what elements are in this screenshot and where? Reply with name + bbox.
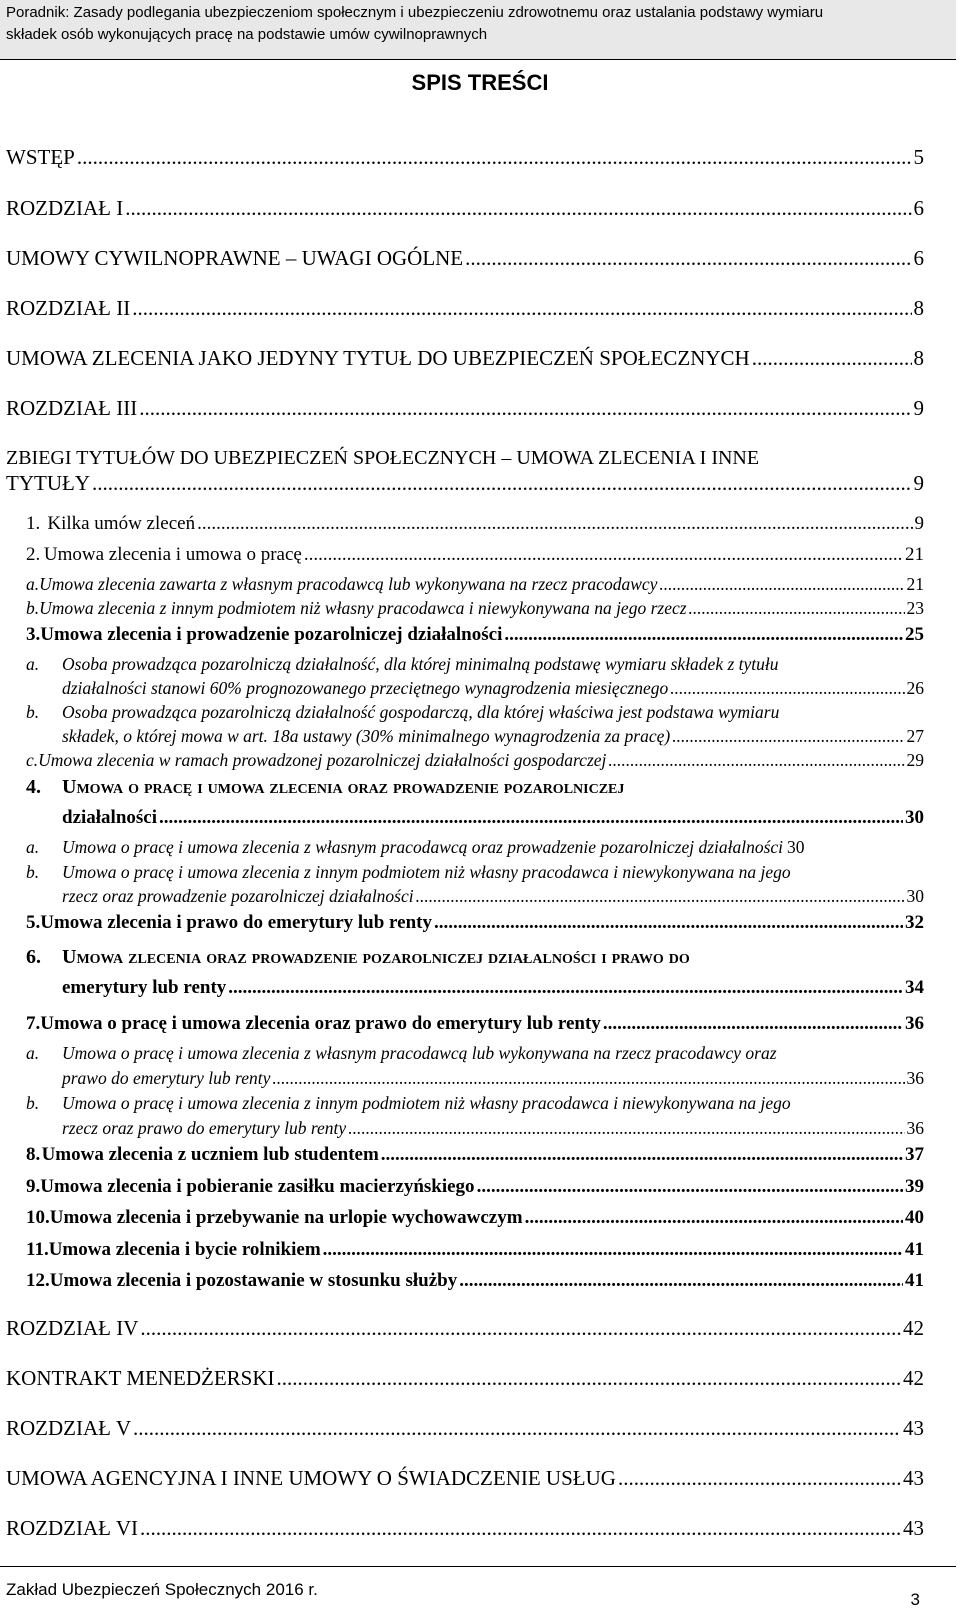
toc-entry-4a[interactable]: a. Umowa o pracę i umowa zlecenia z własnym pracodawcą oraz prowadzenie pozarolniczej działalności 30 [26,837,805,857]
toc-page: 42 [903,1366,924,1390]
toc-entry-3[interactable]: 3. Umowa zlecenia i prowadzenie pozarolniczej działalności ..... 25 [26,623,924,647]
toc-entry-3b[interactable]: składek, o której mowa w art. 18a ustawy (30% minimalnego wynagrodzenia za pracę) ..... 27 [62,724,924,748]
toc-page: 6 [913,246,924,270]
toc-page: 9 [914,513,924,534]
toc-entry-3a[interactable]: działalności stanowi 60% prognozowanego przeciętnego wynagrodzenia miesięcznego ..... 26 [62,676,924,700]
toc-entry-9[interactable]: 9. Umowa zlecenia i pobieranie zasiłku macierzyńskiego ..... 39 [26,1175,924,1199]
toc-entry-2a[interactable]: a. Umowa zlecenia zawarta z własnym pracodawcą lub wykonywana na rzecz pracodawcy ..... 21 [26,572,924,596]
toc-entry-umowa-agencyjna[interactable]: UMOWA AGENCYJNA I INNE UMOWY O ŚWIADCZENIE USŁUG ..... 43 [6,1466,924,1490]
toc-page: 43 [903,1466,924,1490]
toc-entry-4b[interactable]: rzecz oraz prowadzenie pozarolniczej działalności ..... 30 [62,884,924,908]
toc-page: 41 [905,1239,924,1260]
toc-page: 6 [913,196,924,220]
toc-entry-rozdzial-5[interactable]: ROZDZIAŁ V ..... 43 [6,1416,924,1440]
toc-entry-7a-line1: a. Umowa o pracę i umowa zlecenia z własnym pracodawcą lub wykonywana na rzecz pracodawcy oraz [26,1043,777,1063]
toc-page: 29 [906,750,924,770]
toc-entry-4b-line1: b. Umowa o pracę i umowa zlecenia z innym podmiotem niż własny pracodawca i niewykonywana na jego [26,862,791,882]
toc-page: 36 [905,1013,924,1034]
toc-entry-2b[interactable]: b. Umowa zlecenia z innym podmiotem niż własny pracodawca i niewykonywana na jego rzecz ..... 23 [26,596,924,620]
toc-entry-umowy-cywilnoprawne[interactable]: UMOWY CYWILNOPRAWNE – UWAGI OGÓLNE ..... 6 [6,246,924,270]
toc-entry-5[interactable]: 5. Umowa zlecenia i prawo do emerytury lub renty ..... 32 [26,911,924,935]
toc-entry-umowa-zlecenia-jedyny-tytul[interactable]: UMOWA ZLECENIA JAKO JEDYNY TYTUŁ DO UBEZPIECZEŃ SPOŁECZNYCH ..... 8 [6,346,924,370]
toc-entry-10[interactable]: 10. Umowa zlecenia i przebywanie na urlopie wychowawczym ..... 40 [26,1206,924,1230]
toc-page: 40 [905,1207,924,1228]
toc-page: 25 [905,624,924,645]
toc-entry-zbiegi-line1: ZBIEGI TYTUŁÓW DO UBEZPIECZEŃ SPOŁECZNYCH – UMOWA ZLECENIA I INNE [6,447,760,469]
toc-page: 43 [903,1516,924,1540]
toc-page: 26 [906,678,924,698]
toc-entry-3b-line1: b. Osoba prowadząca pozarolniczą działalność gospodarczą, dla której właściwa jest podstawa wymiaru [26,702,780,722]
toc-entry-rozdzial-2[interactable]: ROZDZIAŁ II ..... 8 [6,296,924,320]
page-number: 3 [910,1590,920,1609]
toc-entry-7b[interactable]: rzecz oraz prawo do emerytury lub renty ..... 36 [62,1116,924,1140]
toc-entry-3c[interactable]: c. Umowa zlecenia w ramach prowadzonej pozarolniczej działalności gospodarczej ..... 29 [26,748,924,772]
header-line-2: składek osób wykonujących pracę na podstawie umów cywilnoprawnych [6,26,488,43]
toc-entry-12[interactable]: 12. Umowa zlecenia i pozostawanie w stosunku służby ..... 41 [26,1269,924,1293]
toc-page: 27 [906,726,924,746]
toc-entry-8[interactable]: 8. Umowa zlecenia z uczniem lub studentem ..... 37 [26,1143,924,1167]
toc-entry-7b-line1: b. Umowa o pracę i umowa zlecenia z innym podmiotem niż własny pracodawca i niewykonywana na jego [26,1093,791,1113]
header-line-1: Poradnik: Zasady podlegania ubezpieczeniom społecznym i ubezpieczeniu zdrowotnemu oraz ustalania podstawy wymiaru [6,4,824,21]
toc-page: 43 [903,1416,924,1440]
toc-page: 32 [905,912,924,933]
toc-entry-zbiegi-tytulow[interactable]: TYTUŁY ..... 9 [6,471,924,495]
toc-entry-rozdzial-3[interactable]: ROZDZIAŁ III ..... 9 [6,396,924,420]
toc-page: 30 [905,807,924,828]
toc-entry-rozdzial-6[interactable]: ROZDZIAŁ VI ..... 43 [6,1516,924,1540]
toc-entry-1[interactable]: 1. Kilka umów zleceń ..... 9 [26,512,924,536]
toc-entry-7a[interactable]: prawo do emerytury lub renty ..... 36 [62,1066,924,1090]
toc-page: 9 [913,471,924,495]
toc-entry-3a-line1: a. Osoba prowadząca pozarolniczą działalność, dla której minimalną podstawę wymiaru składek z tytułu [26,654,779,674]
toc-page: 30 [906,886,924,906]
footer-rule [0,1566,956,1567]
toc-title: SPIS TREŚCI [411,70,549,95]
toc-entry-6-line1: 6. Umowa zlecenia oraz prowadzenie pozarolniczej działalności i prawo do [26,946,690,968]
toc-entry-kontrakt-menedzerski[interactable]: KONTRAKT MENEDŻERSKI ..... 42 [6,1366,924,1390]
toc-page: 30 [787,837,805,857]
toc-page: 8 [913,296,924,320]
toc-entry-4[interactable]: działalności ..... 30 [62,806,924,830]
toc-page: 36 [906,1068,924,1088]
toc-page: 34 [905,977,924,998]
toc-page: 5 [913,145,924,169]
toc-page: 41 [905,1270,924,1291]
toc-page: 21 [906,574,924,594]
toc-entry-rozdzial-1[interactable]: ROZDZIAŁ I ..... 6 [6,196,924,220]
toc-page: 42 [903,1316,924,1340]
toc-page: 9 [913,396,924,420]
toc-entry-wstep[interactable]: WSTĘP ..... 5 [6,145,924,169]
toc-entry-2[interactable]: 2. Umowa zlecenia i umowa o pracę ..... 21 [26,543,924,567]
toc-entry-rozdzial-4[interactable]: ROZDZIAŁ IV ..... 42 [6,1316,924,1340]
toc-entry-11[interactable]: 11. Umowa zlecenia i bycie rolnikiem ..... 41 [26,1238,924,1262]
toc-entry-6[interactable]: emerytury lub renty ..... 34 [62,976,924,1000]
toc-page: 8 [913,346,924,370]
footer-publisher: Zakład Ubezpieczeń Społecznych 2016 r. [6,1580,318,1599]
toc-entry-7[interactable]: 7. Umowa o pracę i umowa zlecenia oraz prawo do emerytury lub renty ..... 36 [26,1012,924,1036]
toc-page: 23 [906,598,924,618]
toc-page: 36 [906,1118,924,1138]
toc-page: 37 [905,1144,924,1165]
toc-page: 39 [905,1176,924,1197]
toc-page: 21 [905,544,924,565]
toc-entry-4-line1: 4. Umowa o pracę i umowa zlecenia oraz prowadzenie pozarolniczej [26,776,625,798]
